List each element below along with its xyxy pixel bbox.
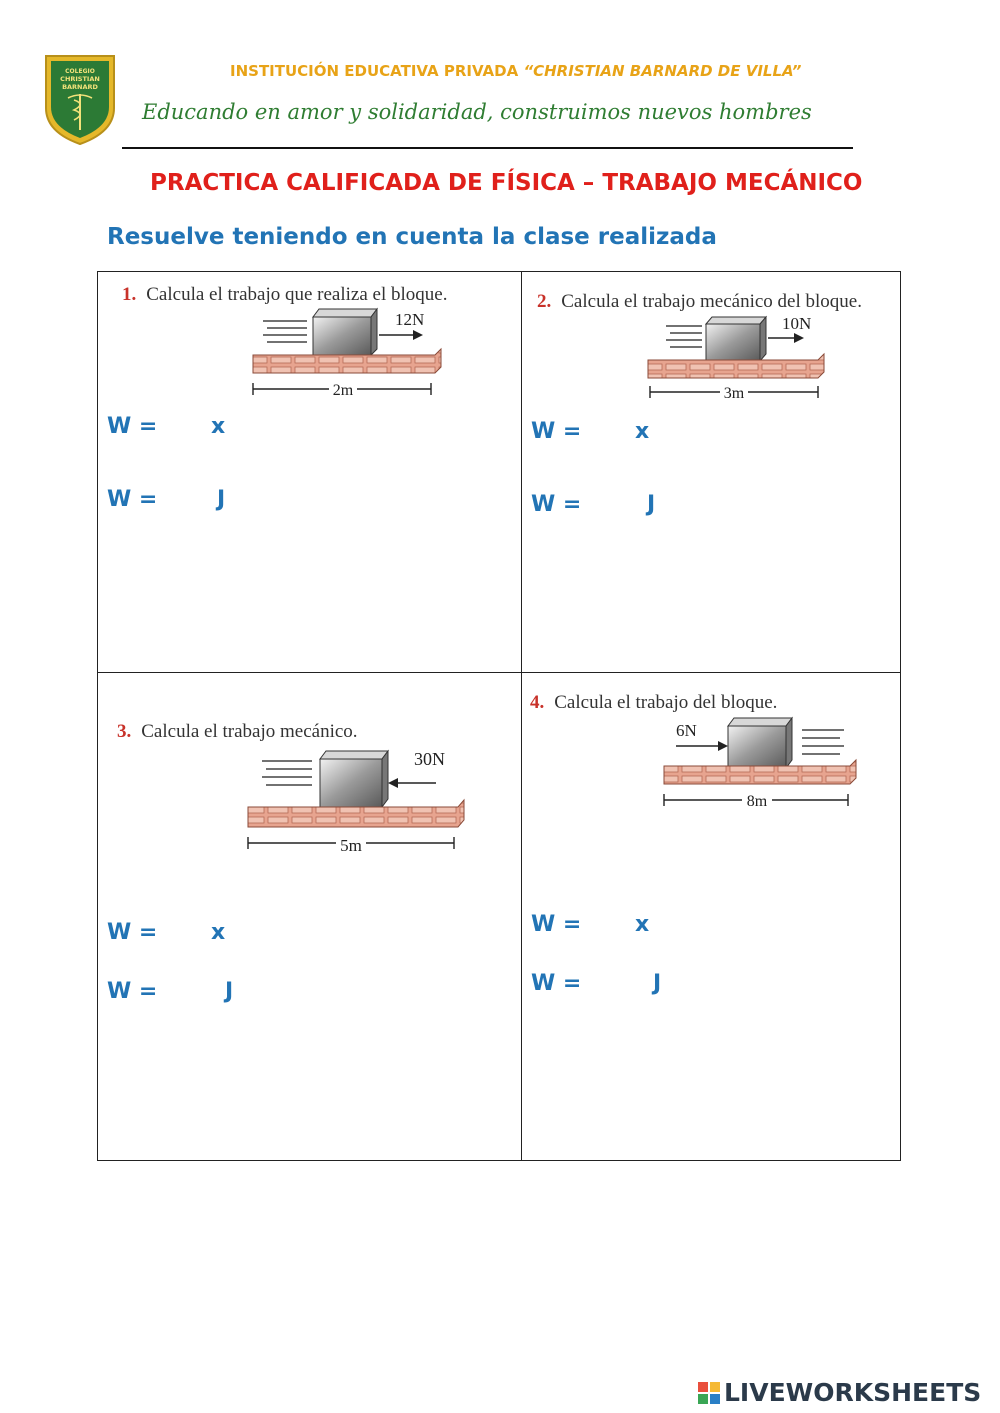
question-4-answer-label-1: W = (531, 912, 582, 937)
question-2-answer-label-1: W = (531, 419, 582, 444)
question-2-answer-unit-1: x (635, 419, 650, 444)
question-3-answer-line-2 (107, 979, 234, 1004)
question-1-prompt: Calcula el trabajo que realiza el bloque. (146, 284, 448, 305)
question-2-answer-label-2: W = (531, 492, 582, 517)
question-3-answer-line-1 (107, 920, 226, 945)
question-2-distance: 3m (723, 385, 745, 402)
question-4-text (530, 692, 777, 714)
logo-text-2: CHRISTIAN (60, 75, 100, 83)
question-1-diagram (245, 305, 445, 405)
question-1-answer-unit-1: x (211, 414, 226, 439)
question-2-number: 2. (537, 291, 552, 312)
question-1-number: 1. (122, 284, 137, 305)
logo-text-3: BARNARD (62, 83, 98, 91)
page-title: PRACTICA CALIFICADA DE FÍSICA – TRABAJO MECÁNICO (150, 170, 863, 196)
question-3-prompt: Calcula el trabajo mecánico. (141, 721, 358, 742)
question-2-answer-line-1 (531, 419, 650, 444)
question-2-prompt: Calcula el trabajo mecánico del bloque. (561, 291, 862, 312)
question-1-answer-unit-2: J (217, 487, 226, 512)
question-3-distance: 5m (340, 836, 362, 855)
instructions-text: Resuelve teniendo en cuenta la clase realizada (107, 224, 717, 250)
question-4-force: 6N (676, 721, 697, 740)
grid-divider-horizontal (97, 672, 901, 673)
question-3-diagram (242, 745, 472, 860)
institution-title (230, 62, 801, 80)
question-1-answer-line-1 (107, 414, 226, 439)
logo-text-1: COLEGIO (65, 68, 95, 75)
question-3-answer-label-1: W = (107, 920, 158, 945)
header-divider (122, 147, 853, 149)
question-3-answer-unit-1: x (211, 920, 226, 945)
question-4-answer-line-2 (531, 971, 662, 996)
question-2-text (537, 291, 862, 313)
question-2-diagram (640, 312, 830, 407)
question-1-text (122, 284, 447, 306)
question-4-answer-unit-2: J (653, 971, 662, 996)
question-2-force: 10N (782, 314, 812, 333)
question-1-answer-label-1: W = (107, 414, 158, 439)
question-2-answer-line-2 (531, 492, 656, 517)
question-3-answer-label-2: W = (107, 979, 158, 1004)
question-3-force: 30N (414, 749, 445, 769)
question-1-force: 12N (395, 310, 425, 329)
liveworksheets-brand[interactable]: LIVEWORKSHEETS (724, 1378, 982, 1407)
question-2-answer-unit-2: J (647, 492, 656, 517)
institution-prefix: INSTITUCIÓN EDUCATIVA PRIVADA (230, 62, 524, 80)
question-1-answer-label-2: W = (107, 487, 158, 512)
question-4-number: 4. (530, 692, 545, 713)
liveworksheets-logo-icon (698, 1382, 720, 1404)
question-3-text (117, 721, 358, 743)
question-3-number: 3. (117, 721, 132, 742)
grid-divider-vertical (521, 271, 522, 1161)
question-1-answer-line-2 (107, 487, 226, 512)
school-motto: Educando en amor y solidaridad, construimos nuevos hombres (142, 100, 812, 124)
institution-name: “CHRISTIAN BARNARD DE VILLA” (523, 62, 802, 80)
question-3-answer-unit-2: J (225, 979, 234, 1004)
question-4-answer-unit-1: x (635, 912, 650, 937)
question-1-distance: 2m (332, 382, 354, 399)
school-logo (40, 52, 120, 146)
question-4-answer-line-1 (531, 912, 650, 937)
question-4-distance: 8m (746, 793, 768, 810)
question-4-answer-label-2: W = (531, 971, 582, 996)
question-4-prompt: Calcula el trabajo del bloque. (554, 692, 778, 713)
question-4-diagram (656, 714, 866, 814)
